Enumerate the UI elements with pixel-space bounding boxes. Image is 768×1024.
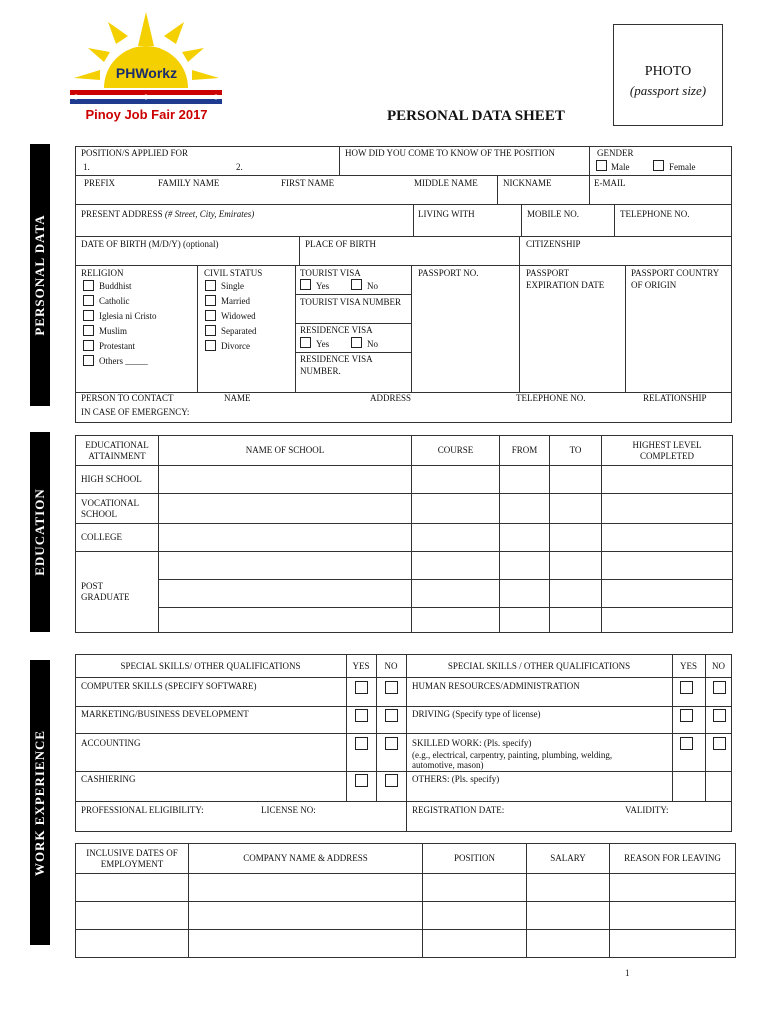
how-know-label: HOW DID YOU COME TO KNOW OF THE POSITION [345, 148, 555, 158]
education-col-to: TO [550, 436, 602, 466]
civil-status-label: CIVIL STATUS [204, 268, 263, 278]
education-cell[interactable] [602, 552, 733, 580]
personal-col-line [519, 265, 520, 392]
education-cell[interactable] [500, 580, 550, 608]
skills-row-line [75, 733, 732, 734]
education-row-label: VOCATIONAL SCHOOL [76, 494, 159, 524]
emergency-contact-label-2: IN CASE OF EMERGENCY: [81, 407, 190, 417]
work-cell[interactable] [610, 902, 736, 930]
personal-col-line [497, 175, 498, 204]
education-cell[interactable] [500, 552, 550, 580]
work-cell[interactable] [610, 874, 736, 902]
civil-single-checkbox[interactable] [205, 280, 216, 291]
table-row [76, 580, 733, 608]
skills-yes-header-right: YES [679, 661, 697, 671]
table-row [76, 494, 733, 524]
skill-skilled-work-hint: (e.g., electrical, carpentry, painting, plumbing, welding, [412, 750, 613, 760]
personal-col-line [589, 146, 590, 175]
education-cell[interactable] [412, 466, 500, 494]
civil-single-label: Single [221, 281, 245, 291]
education-cell[interactable] [500, 466, 550, 494]
civil-divorce-label: Divorce [221, 341, 250, 351]
skills-no-header: NO [384, 661, 398, 671]
personal-col-line [339, 146, 340, 175]
logo-brand: PHWorkz [115, 65, 178, 81]
skill-skilled-work-yes-checkbox[interactable] [680, 737, 693, 750]
education-cell[interactable] [412, 580, 500, 608]
education-col-course: COURSE [412, 436, 500, 466]
residence-visa-no-label: No [367, 339, 378, 349]
page-number: 1 [625, 968, 630, 978]
table-row [76, 902, 736, 930]
skills-col-line [346, 654, 347, 801]
skill-driving-yes-checkbox[interactable] [680, 709, 693, 722]
education-row-label: POST GRADUATE [76, 552, 159, 633]
religion-iglesia-checkbox[interactable] [83, 310, 94, 321]
work-col-company: COMPANY NAME & ADDRESS [189, 844, 423, 874]
skills-col-line [672, 654, 673, 801]
prefix-label: PREFIX [84, 178, 116, 188]
education-cell[interactable] [412, 552, 500, 580]
registration-date-label: REGISTRATION DATE: [412, 805, 505, 815]
education-cell[interactable] [602, 466, 733, 494]
residence-visa-yes-label: Yes [316, 339, 330, 349]
skills-yes-header: YES [352, 661, 370, 671]
religion-others-checkbox[interactable] [83, 355, 94, 366]
residence-visa-no-checkbox[interactable] [351, 337, 362, 348]
civil-divorce-checkbox[interactable] [205, 340, 216, 351]
education-cell[interactable] [159, 580, 412, 608]
education-cell[interactable] [550, 580, 602, 608]
education-col-highest-level: HIGHEST LEVEL COMPLETED [602, 436, 733, 466]
photo-box [613, 24, 723, 126]
personal-row-line [75, 236, 732, 237]
residence-visa-number-label: RESIDENCE VISA [300, 354, 373, 364]
education-table [75, 435, 733, 633]
skill-cashiering-label: CASHIERING [81, 774, 136, 784]
table-row [76, 608, 733, 633]
skill-computer-yes-checkbox[interactable] [355, 681, 368, 694]
passport-no-label: PASSPORT NO. [418, 268, 479, 278]
professional-eligibility-label: PROFESSIONAL ELIGIBILITY: [81, 805, 204, 815]
civil-married-checkbox[interactable] [205, 295, 216, 306]
work-cell[interactable] [76, 930, 189, 958]
tourist-visa-no-checkbox[interactable] [351, 279, 362, 290]
visa-sub-line [295, 323, 411, 324]
middle-name-label: MIDDLE NAME [414, 178, 478, 188]
education-col-from: FROM [500, 436, 550, 466]
work-cell[interactable] [423, 902, 527, 930]
passport-country-label: PASSPORT COUNTRY [631, 268, 720, 278]
table-row [76, 524, 733, 552]
work-cell[interactable] [189, 902, 423, 930]
tourist-visa-yes-label: Yes [316, 281, 330, 291]
skill-cashiering-yes-checkbox[interactable] [355, 774, 368, 787]
religion-others-label: Others _____ [99, 356, 148, 366]
education-cell[interactable] [500, 524, 550, 552]
work-col-position: POSITION [423, 844, 527, 874]
education-cell[interactable] [159, 524, 412, 552]
male-label: Male [611, 162, 630, 172]
work-col-dates: INCLUSIVE DATES OF EMPLOYMENT [76, 844, 189, 874]
position-1-field[interactable]: 1. [83, 162, 90, 172]
education-row-label: HIGH SCHOOL [76, 466, 159, 494]
place-of-birth-label: PLACE OF BIRTH [305, 239, 376, 249]
personal-col-line [625, 265, 626, 392]
table-row [76, 466, 733, 494]
passport-expiration-label: PASSPORT [526, 268, 570, 278]
email-label: E-MAIL [594, 178, 626, 188]
education-cell[interactable] [550, 608, 602, 633]
tourist-visa-number-label: TOURIST VISA NUMBER [300, 297, 402, 307]
section-label-education: EDUCATION [30, 432, 50, 632]
education-cell[interactable] [602, 608, 733, 633]
skill-hr-no-checkbox[interactable] [713, 681, 726, 694]
telephone-no-label: TELEPHONE NO. [620, 209, 690, 219]
tourist-visa-no-label: No [367, 281, 378, 291]
passport-expiration-label-2: EXPIRATION DATE [526, 280, 605, 290]
education-row-label: COLLEGE [76, 524, 159, 552]
civil-widowed-checkbox[interactable] [205, 310, 216, 321]
skill-computer-no-checkbox[interactable] [385, 681, 398, 694]
education-col-school: NAME OF SCHOOL [159, 436, 412, 466]
education-cell[interactable] [550, 524, 602, 552]
photo-subtitle: (passport size) [629, 83, 707, 98]
mobile-no-label: MOBILE NO. [527, 209, 579, 219]
female-checkbox[interactable] [653, 160, 664, 171]
work-experience-table [75, 843, 736, 958]
personal-row-line [75, 265, 732, 266]
religion-muslim-checkbox[interactable] [83, 325, 94, 336]
education-cell[interactable] [159, 466, 412, 494]
skill-accounting-no-checkbox[interactable] [385, 737, 398, 750]
education-cell[interactable] [500, 494, 550, 524]
education-cell[interactable] [500, 608, 550, 633]
skill-hr-label: HUMAN RESOURCES/ADMINISTRATION [412, 681, 580, 691]
work-cell[interactable] [610, 930, 736, 958]
education-cell[interactable] [159, 608, 412, 633]
passport-country-label-2: OF ORIGIN [631, 280, 677, 290]
education-cell[interactable] [602, 524, 733, 552]
table-row [76, 930, 736, 958]
skills-row-line [75, 677, 732, 678]
education-cell[interactable] [412, 494, 500, 524]
male-checkbox[interactable] [596, 160, 607, 171]
visa-sub-line [295, 352, 411, 353]
religion-label: RELIGION [81, 268, 124, 278]
work-cell[interactable] [189, 874, 423, 902]
education-cell[interactable] [602, 580, 733, 608]
emergency-relationship-label: RELATIONSHIP [643, 393, 707, 403]
work-cell[interactable] [423, 874, 527, 902]
skill-hr-yes-checkbox[interactable] [680, 681, 693, 694]
skills-row-line [75, 706, 732, 707]
validity-label: VALIDITY: [625, 805, 669, 815]
photo-title: PHOTO [644, 64, 692, 79]
skill-skilled-work-hint-2: automotive, mason) [412, 760, 484, 770]
religion-catholic-label: Catholic [99, 296, 130, 306]
skill-accounting-yes-checkbox[interactable] [355, 737, 368, 750]
residence-visa-label: RESIDENCE VISA [300, 325, 373, 335]
family-name-label: FAMILY NAME [158, 178, 220, 188]
education-cell[interactable] [159, 494, 412, 524]
position-2-field[interactable]: 2. [236, 162, 243, 172]
table-row [76, 874, 736, 902]
religion-catholic-checkbox[interactable] [83, 295, 94, 306]
work-cell[interactable] [527, 930, 610, 958]
skill-skilled-work-no-checkbox[interactable] [713, 737, 726, 750]
skill-driving-label: DRIVING (Specify type of license) [412, 709, 541, 719]
personal-col-line [295, 265, 296, 392]
personal-col-line [299, 236, 300, 265]
skill-accounting-label: ACCOUNTING [81, 738, 141, 748]
section-label-personal: PERSONAL DATA [30, 144, 50, 406]
logo [64, 8, 229, 126]
skill-cashiering-no-checkbox[interactable] [385, 774, 398, 787]
gender-label: GENDER [597, 148, 634, 158]
personal-col-line [413, 204, 414, 236]
logo-tagline: Pinoy Job Fair 2017 [85, 107, 208, 122]
residence-visa-number-label-2: NUMBER. [300, 366, 341, 376]
civil-separated-checkbox[interactable] [205, 325, 216, 336]
civil-separated-label: Separated [221, 326, 257, 336]
skill-marketing-no-checkbox[interactable] [385, 709, 398, 722]
personal-col-line [521, 204, 522, 236]
work-col-salary: SALARY [527, 844, 610, 874]
work-cell[interactable] [189, 930, 423, 958]
tourist-visa-yes-checkbox[interactable] [300, 279, 311, 290]
skills-col-line [406, 654, 407, 832]
skills-col-line [705, 654, 706, 801]
work-cell[interactable] [527, 874, 610, 902]
skill-marketing-yes-checkbox[interactable] [355, 709, 368, 722]
education-cell[interactable] [602, 494, 733, 524]
education-cell[interactable] [550, 552, 602, 580]
first-name-label: FIRST NAME [281, 178, 335, 188]
section-label-work-experience: WORK EXPERIENCE [30, 660, 50, 945]
work-cell[interactable] [423, 930, 527, 958]
dob-label: DATE OF BIRTH (M/D/Y) (optional) [81, 239, 219, 249]
skill-driving-no-checkbox[interactable] [713, 709, 726, 722]
civil-married-label: Married [221, 296, 250, 306]
emergency-telephone-label: TELEPHONE NO. [516, 393, 586, 403]
religion-muslim-label: Muslim [99, 326, 128, 336]
education-cell[interactable] [412, 524, 500, 552]
skill-computer-label: COMPUTER SKILLS (SPECIFY SOFTWARE) [81, 681, 257, 691]
education-col-attainment: EDUCATIONAL ATTAINMENT [76, 436, 159, 466]
religion-buddhist-checkbox[interactable] [83, 280, 94, 291]
education-header-row [76, 436, 733, 466]
license-no-label: LICENSE NO: [261, 805, 316, 815]
position-applied-label: POSITION/S APPLIED FOR [81, 148, 189, 158]
skill-others-label: OTHERS: (Pls. specify) [412, 774, 500, 784]
emergency-address-label: ADDRESS [370, 393, 412, 403]
religion-protestant-label: Protestant [99, 341, 135, 351]
skills-row-line [75, 801, 732, 802]
personal-col-line [411, 265, 412, 392]
education-cell[interactable] [550, 466, 602, 494]
work-cell[interactable] [527, 902, 610, 930]
work-col-reason: REASON FOR LEAVING [610, 844, 736, 874]
skills-no-header-right: NO [712, 661, 725, 671]
skill-skilled-work-label: SKILLED WORK: (Pls. specify) [412, 738, 532, 748]
nickname-label: NICKNAME [503, 178, 552, 188]
personal-col-line [589, 175, 590, 204]
citizenship-label: CITIZENSHIP [526, 239, 581, 249]
personal-col-line [197, 265, 198, 392]
personal-col-line [519, 236, 520, 265]
education-cell[interactable] [550, 494, 602, 524]
present-address-label: PRESENT ADDRESS (# Street, City, Emirates) [81, 209, 255, 219]
work-header-row [76, 844, 736, 874]
education-cell[interactable] [159, 552, 412, 580]
table-row [76, 552, 733, 580]
visa-sub-line [295, 294, 411, 295]
skills-col-line [376, 654, 377, 801]
work-cell[interactable] [76, 902, 189, 930]
tourist-visa-label: TOURIST VISA [300, 268, 361, 278]
civil-widowed-label: Widowed [221, 311, 256, 321]
emergency-name-label: NAME [224, 393, 251, 403]
emergency-contact-label: PERSON TO CONTACT [81, 393, 174, 403]
residence-visa-yes-checkbox[interactable] [300, 337, 311, 348]
page-title: PERSONAL DATA SHEET [387, 108, 565, 124]
skill-marketing-label: MARKETING/BUSINESS DEVELOPMENT [81, 709, 249, 719]
personal-row-line [75, 204, 732, 205]
female-label: Female [669, 162, 696, 172]
religion-iglesia-label: Iglesia ni Cristo [99, 311, 157, 321]
education-cell[interactable] [412, 608, 500, 633]
religion-buddhist-label: Buddhist [99, 281, 132, 291]
personal-col-line [614, 204, 615, 236]
skills-row-line [75, 771, 732, 772]
skills-header-left: SPECIAL SKILLS/ OTHER QUALIFICATIONS [120, 661, 301, 671]
work-cell[interactable] [76, 874, 189, 902]
living-with-label: LIVING WITH [418, 209, 475, 219]
personal-row-line [75, 175, 732, 176]
religion-protestant-checkbox[interactable] [83, 340, 94, 351]
skills-header-right: SPECIAL SKILLS / OTHER QUALIFICATIONS [447, 661, 631, 671]
